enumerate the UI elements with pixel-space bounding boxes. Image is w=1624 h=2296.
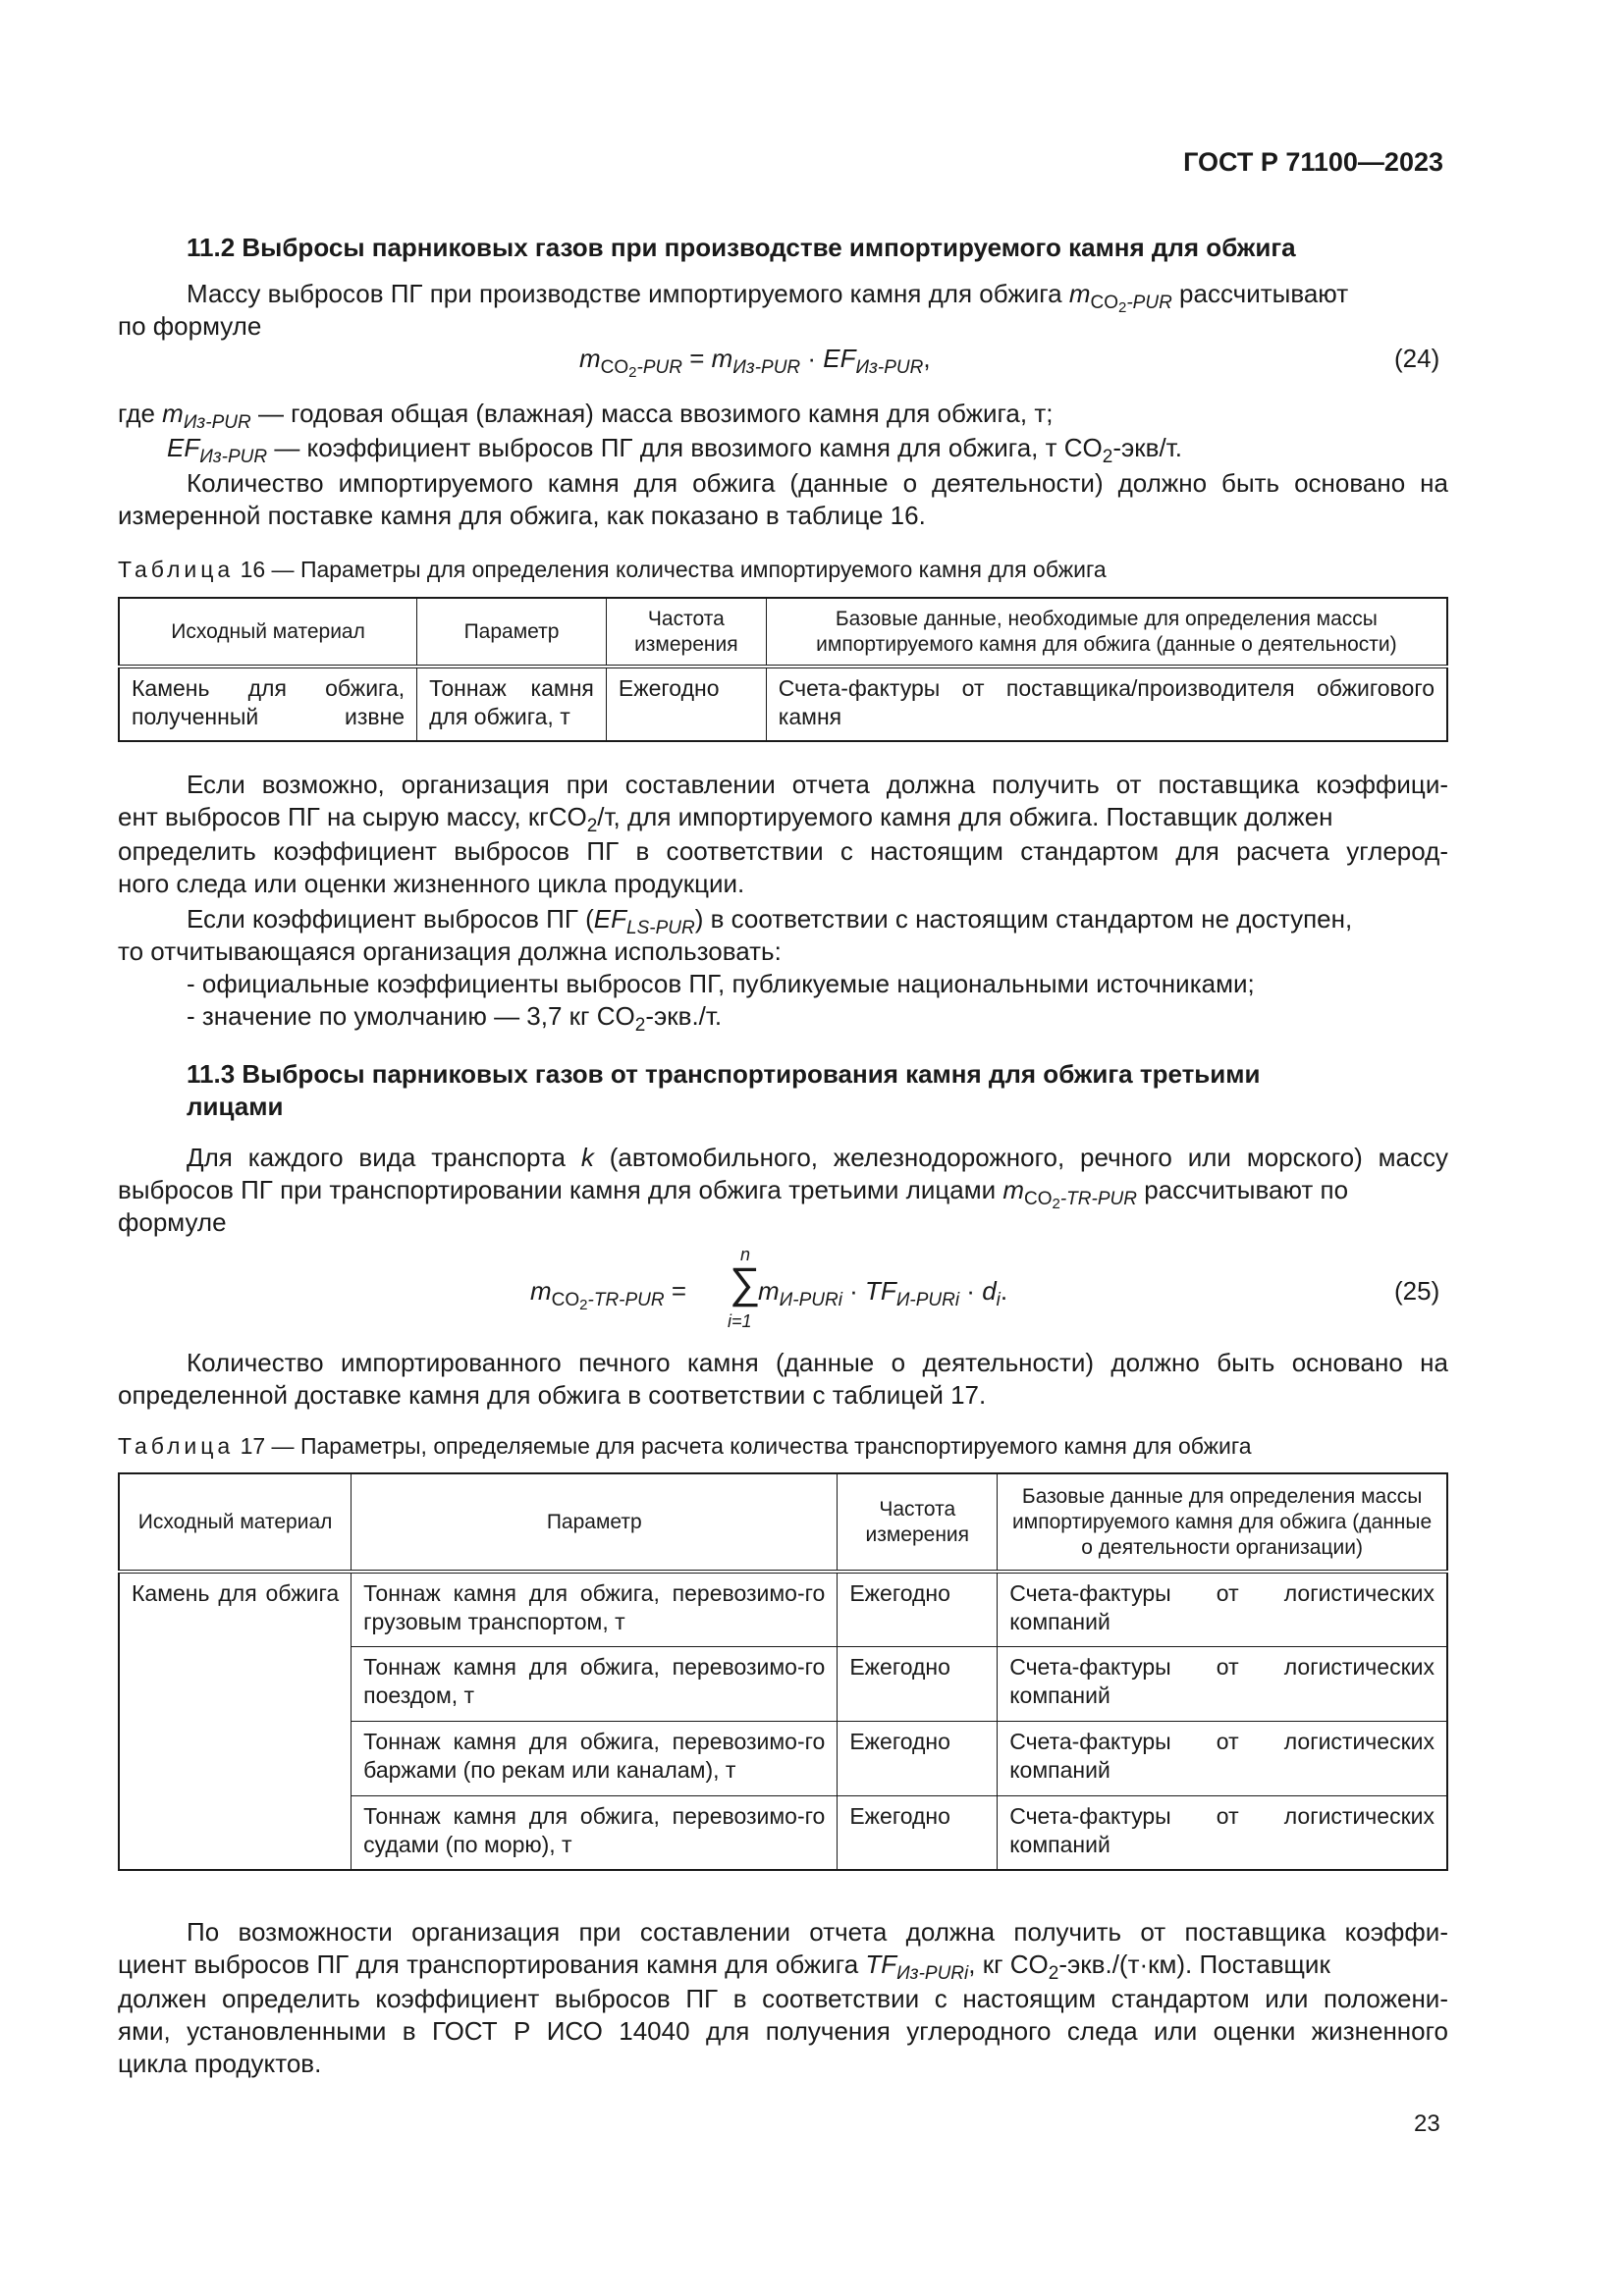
where-line-2: $EF_{Из-PUR}$ — коэффициент выбросов ПГ для ввозимого камня для обжига, т $CO_2-экв/т$. — [167, 433, 1182, 467]
table-16-header-base-data: Базовые данные, необходимые для определения массы импортируемого камня для обжига (данные о деятельности) — [766, 598, 1447, 667]
after16-paragraph-2-line-2: то отчитывающаяся организация должна использовать: — [118, 936, 782, 966]
table-17-header-base-data: Базовые данные для определения массы импортируемого камня для обжига (данные о деятельности организации) — [998, 1473, 1447, 1572]
s112-paragraph-1-line-2: по формуле — [118, 311, 262, 341]
table-17-cell-frequency: Ежегодно — [838, 1721, 998, 1795]
table-16-header-parameter: Параметр — [417, 598, 607, 667]
table-17-cell-parameter: Тоннаж камня для обжига, перевозимо-го поездом, т — [352, 1646, 838, 1721]
table-17-cell-base-data: Счета-фактуры от логистических компаний — [998, 1795, 1447, 1870]
table-16 — [118, 597, 1448, 742]
table-17-cell-parameter: Тоннаж камня для обжига, перевозимо-го баржами (по рекам или каналам), т — [352, 1721, 838, 1795]
after16-paragraph-1-line-1: Если возможно, организация при составлении отчета должна получить от поставщика коэффици- — [187, 770, 1448, 799]
table-16-cell-parameter: Тоннаж камня для обжига, т — [417, 667, 607, 741]
formula-24: $m_{CO_2-PUR} = m_{Из-PUR} \cdot EF_{Из-PUR}$, — [579, 344, 931, 381]
final-paragraph-line-3: должен определить коэффициент выбросов ПГ в соответствии с настоящим стандартом или положени- — [118, 1984, 1448, 2013]
section-11-2-heading: 11.2 Выбросы парниковых газов при производстве импортируемого камня для обжига — [187, 233, 1296, 262]
page-number: 23 — [1414, 2110, 1440, 2137]
table-16-header-material: Исходный материал — [119, 598, 417, 667]
formula-24-number: (24) — [1394, 344, 1440, 373]
table-17-cell-parameter: Тоннаж камня для обжига, перевозимо-го грузовым транспортом, т — [352, 1572, 838, 1646]
table-row — [119, 667, 1447, 741]
table-17-cell-frequency: Ежегодно — [838, 1795, 998, 1870]
table-17 — [118, 1472, 1448, 1871]
final-paragraph-line-4: ями, установленными в ГОСТ Р ИСО 14040 для получения углеродного следа или оценки жизненного — [118, 2016, 1448, 2046]
table-17-cell-frequency: Ежегодно — [838, 1572, 998, 1646]
final-paragraph-line-5: цикла продуктов. — [118, 2049, 322, 2078]
table-17-cell-base-data: Счета-фактуры от логистических компаний — [998, 1572, 1447, 1646]
table-17-cell-material: Камень для обжига — [119, 1572, 352, 1870]
after16-bullet-2: - значение по умолчанию — 3,7 кг $CO_2-экв./т$. — [187, 1001, 723, 1036]
final-paragraph-line-2: циент выбросов ПГ для транспортирования камня для обжига $TF_{Из-PURi}$, кг $CO_2-экв./(т\cdot км)$. Поставщик — [118, 1949, 1330, 1984]
after16-paragraph-1-line-4: ного следа или оценки жизненного цикла продукции. — [118, 869, 745, 898]
s112-paragraph-2-line-2: измеренной поставке камня для обжига, как показано в таблице 16. — [118, 501, 926, 530]
table-16-caption: Таблица 16 — Параметры для определения количества импортируемого камня для обжига — [118, 557, 1107, 582]
where-line-1: где $m_{Из-PUR}$ — годовая общая (влажная) масса ввозимого камня для обжига, т; — [118, 399, 1054, 433]
table-16-cell-frequency: Ежегодно — [606, 667, 766, 741]
s113-paragraph-2-line-1: Количество импортированного печного камня (данные о деятельности) должно быть основано на — [187, 1348, 1448, 1377]
s113-paragraph-1-line-1: Для каждого вида транспорта k (автомобильного, железнодорожного, речного или морского) массу — [187, 1143, 1448, 1172]
formula-25: $m_{CO_2-TR-PUR}$ = n ∑ i=1 $m_{И-PURi} \cdot TF_{И-PURi} \cdot d_i$. — [530, 1245, 1008, 1331]
s112-paragraph-2-line-1: Количество импортируемого камня для обжига (данные о деятельности) должно быть основано на — [187, 468, 1448, 498]
table-17-caption: Таблица 17 — Параметры, определяемые для расчета количества транспортируемого камня для обжига — [118, 1433, 1252, 1459]
table-row — [119, 1572, 1447, 1646]
table-16-header-frequency: Частота измерения — [606, 598, 766, 667]
final-paragraph-line-1: По возможности организация при составлении отчета должна получить от поставщика коэффи- — [187, 1917, 1448, 1947]
sum-lower-limit: i=1 — [728, 1311, 752, 1331]
section-11-3-heading-line-2: лицами — [187, 1092, 284, 1121]
s113-paragraph-1-line-3: формуле — [118, 1207, 227, 1237]
table-17-cell-frequency: Ежегодно — [838, 1646, 998, 1721]
table-17-header-parameter: Параметр — [352, 1473, 838, 1572]
table-17-cell-base-data: Счета-фактуры от логистических компаний — [998, 1721, 1447, 1795]
standard-designation: ГОСТ Р 71100—2023 — [1183, 147, 1443, 177]
table-17-cell-base-data: Счета-фактуры от логистических компаний — [998, 1646, 1447, 1721]
s112-paragraph-1-line-1: Массу выбросов ПГ при производстве импортируемого камня для обжига $m_{CO_2-PUR}$ рассчитывают — [187, 279, 1349, 316]
table-17-header-material: Исходный материал — [119, 1473, 352, 1572]
sum-upper-limit: n — [740, 1245, 751, 1264]
after16-paragraph-1-line-3: определить коэффициент выбросов ПГ в соответствии с настоящим стандартом для расчета углерод- — [118, 836, 1448, 866]
section-11-3-heading-line-1: 11.3 Выбросы парниковых газов от транспортирования камня для обжига третьими — [187, 1059, 1261, 1089]
table-17-header-frequency: Частота измерения — [838, 1473, 998, 1572]
s113-paragraph-1-line-2: выбросов ПГ при транспортировании камня для обжига третьими лицами $m_{CO_2-TR-PUR}$ рассчитывают по — [118, 1175, 1349, 1212]
table-17-cell-parameter: Тоннаж камня для обжига, перевозимо-го судами (по морю), т — [352, 1795, 838, 1870]
after16-paragraph-2-line-1: Если коэффициент выбросов ПГ $(EF_{LS-PUR})$ в соответствии с настоящим стандартом не доступен, — [187, 904, 1353, 938]
after16-bullet-1: - официальные коэффициенты выбросов ПГ, публикуемые национальными источниками; — [187, 969, 1255, 998]
after16-paragraph-1-line-2: ент выбросов ПГ на сырую массу, кгCO$_2$/т, для импортируемого камня для обжига. Поставщик должен — [118, 802, 1333, 836]
formula-25-number: (25) — [1394, 1276, 1440, 1306]
table-16-cell-material: Камень для обжига, полученный извне — [119, 667, 417, 741]
table-16-cell-base-data: Счета-фактуры от поставщика/производителя обжигового камня — [766, 667, 1447, 741]
s113-paragraph-2-line-2: определенной доставке камня для обжига в соответствии с таблицей 17. — [118, 1380, 987, 1410]
sum-symbol: ∑ — [730, 1259, 761, 1308]
